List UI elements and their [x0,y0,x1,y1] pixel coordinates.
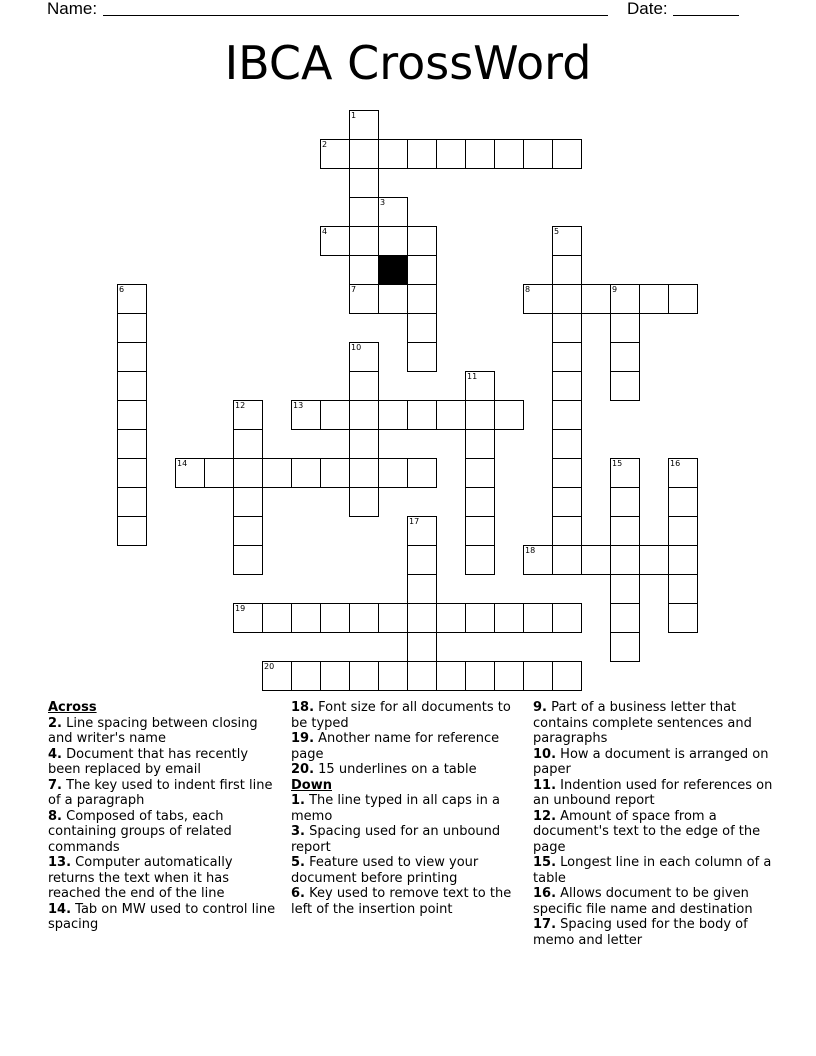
grid-cell[interactable] [552,371,582,401]
clue-text: Composed of tabs, each containing groups of related commands [48,808,232,855]
grid-cell[interactable] [465,429,495,459]
grid-cell[interactable] [117,342,147,372]
grid-cell[interactable] [436,400,466,430]
grid-cell[interactable] [349,110,379,140]
across-clue [48,716,278,747]
grid-cell[interactable] [552,429,582,459]
clue-number: 20 [264,662,275,671]
clue-number: 1 [351,111,357,120]
grid-cell[interactable] [320,603,350,633]
clue-column-2 [291,700,521,917]
clue-number: 6 [119,285,125,294]
grid-cell[interactable] [523,284,553,314]
clue-text: Longest line in each column of a table [533,855,772,886]
grid-cell[interactable] [320,226,350,256]
grid-cell[interactable] [378,458,408,488]
across-clue [48,778,278,809]
grid-cell[interactable] [349,429,379,459]
clue-text: Indention used for references on an unbound report [533,777,773,808]
grid-cell[interactable] [610,632,640,662]
across-clue [48,809,278,856]
grid-cell[interactable] [407,342,437,372]
grid-cell[interactable] [465,139,495,169]
grid-cell[interactable] [204,458,234,488]
grid-cell[interactable] [349,139,379,169]
grid-cell[interactable] [349,197,379,227]
grid-cell[interactable] [552,487,582,517]
grid-cell[interactable] [349,168,379,198]
grid-cell[interactable] [465,661,495,691]
clue-number: 13 [293,401,304,410]
black-cell [378,255,408,285]
down-clue [533,809,773,856]
clue-label: 8. [48,808,62,824]
grid-cell[interactable] [465,516,495,546]
clue-label: 4. [48,746,62,762]
name-label: Name: [47,0,98,18]
grid-cell[interactable] [552,342,582,372]
grid-cell[interactable] [552,545,582,575]
grid-cell[interactable] [117,487,147,517]
clue-column-1 [48,700,278,933]
down-clue [291,824,521,855]
grid-cell[interactable] [407,313,437,343]
grid-cell[interactable] [610,487,640,517]
grid-cell[interactable] [349,226,379,256]
grid-cell[interactable] [407,139,437,169]
grid-cell[interactable] [378,284,408,314]
clue-number: 9 [612,285,618,294]
clue-label: 1. [291,793,305,808]
grid-cell[interactable] [552,255,582,285]
grid-cell[interactable] [349,458,379,488]
clue-text: The key used to indent first line of a paragraph [48,777,273,808]
clue-text: 15 underlines on a table [314,762,477,777]
grid-cell[interactable] [378,139,408,169]
grid-cell[interactable] [349,400,379,430]
grid-cell[interactable] [407,632,437,662]
grid-cell[interactable] [117,371,147,401]
across-clue [291,762,521,778]
grid-cell[interactable] [465,371,495,401]
clue-label: 6. [291,886,305,901]
clue-number: 8 [525,285,531,294]
across-clue [291,700,521,731]
grid-cell[interactable] [523,661,553,691]
grid-cell[interactable] [378,603,408,633]
clue-number: 5 [554,227,560,236]
grid-cell[interactable] [320,458,350,488]
clue-text: Feature used to view your document before printing [291,855,479,886]
grid-cell[interactable] [378,400,408,430]
grid-cell[interactable] [407,545,437,575]
clue-number: 7 [351,285,357,294]
down-clues-a [291,793,521,917]
clue-label: 16. [533,886,557,901]
clue-text: Spacing used for the body of memo and letter [533,917,748,948]
grid-cell[interactable] [349,284,379,314]
clue-label: 11. [533,777,557,793]
clue-label: 2. [48,715,62,731]
grid-cell[interactable] [349,487,379,517]
grid-cell[interactable] [436,661,466,691]
clue-column-3 [533,700,773,948]
clue-text: Amount of space from a document's text to the edge of the page [533,808,761,855]
grid-cell[interactable] [378,661,408,691]
grid-cell[interactable] [552,313,582,343]
grid-cell[interactable] [494,139,524,169]
grid-cell[interactable] [407,458,437,488]
grid-cell[interactable] [407,226,437,256]
grid-cell[interactable] [552,284,582,314]
grid-cell[interactable] [262,661,292,691]
clue-label: 10. [533,746,557,762]
grid-cell[interactable] [610,284,640,314]
down-clue [533,855,773,886]
clue-number: 15 [612,459,623,468]
across-clues-b [291,700,521,778]
grid-cell[interactable] [639,284,669,314]
grid-cell[interactable] [407,574,437,604]
clue-number: 4 [322,227,328,236]
grid-cell[interactable] [668,487,698,517]
clue-label: 13. [48,855,72,870]
clue-text: Another name for reference page [291,731,500,762]
grid-cell[interactable] [233,400,263,430]
down-clues-b [533,700,773,948]
grid-cell[interactable] [175,458,205,488]
clue-text: Allows document to be given specific file name and destination [533,886,753,917]
grid-cell[interactable] [465,400,495,430]
down-clue [291,793,521,824]
grid-cell[interactable] [407,400,437,430]
clue-number: 16 [670,459,681,468]
grid-cell[interactable] [291,661,321,691]
clue-label: 14. [48,901,72,917]
across-heading: Across [48,700,97,715]
page-title: IBCA CrossWord [224,36,592,90]
grid-cell[interactable] [668,545,698,575]
clue-number: 11 [467,372,478,381]
grid-cell[interactable] [436,139,466,169]
grid-cell[interactable] [349,371,379,401]
grid-cell[interactable] [668,516,698,546]
grid-cell[interactable] [552,516,582,546]
clue-number: 3 [380,198,386,207]
grid-cell[interactable] [552,603,582,633]
down-clue [533,886,773,917]
grid-cell[interactable] [552,661,582,691]
clue-text: Part of a business letter that contains complete sentences and paragraphs [533,700,752,746]
grid-cell[interactable] [668,284,698,314]
down-clue [291,886,521,917]
clue-text: Line spacing between closing and writer's name [48,715,258,746]
grid-cell[interactable] [465,603,495,633]
grid-cell[interactable] [233,458,263,488]
clue-label: 20. [291,762,315,777]
clue-number: 18 [525,546,536,555]
grid-cell[interactable] [494,661,524,691]
clue-text: How a document is arranged on paper [533,746,769,777]
grid-cell[interactable] [552,400,582,430]
grid-cell[interactable] [436,603,466,633]
grid-cell[interactable] [117,400,147,430]
clue-text: Spacing used for an unbound report [291,824,501,855]
clue-number: 17 [409,517,420,526]
grid-cell[interactable] [262,603,292,633]
grid-cell[interactable] [523,603,553,633]
down-clue [533,747,773,778]
grid-cell[interactable] [291,458,321,488]
clue-label: 7. [48,777,62,793]
grid-cell[interactable] [494,400,524,430]
grid-cell[interactable] [233,429,263,459]
clue-label: 15. [533,855,557,870]
grid-cell[interactable] [320,400,350,430]
clue-label: 3. [291,824,305,839]
grid-cell[interactable] [407,284,437,314]
grid-cell[interactable] [378,226,408,256]
grid-cell[interactable] [610,574,640,604]
grid-cell[interactable] [117,458,147,488]
clue-label: 17. [533,917,557,932]
grid-cell[interactable] [320,139,350,169]
grid-cell[interactable] [465,458,495,488]
across-clue [291,731,521,762]
grid-cell[interactable] [639,545,669,575]
clue-label: 5. [291,855,305,870]
clue-text: Font size for all documents to be typed [291,700,511,731]
down-clue [533,700,773,747]
grid-cell[interactable] [465,545,495,575]
grid-cell[interactable] [523,545,553,575]
down-clue [533,778,773,809]
grid-cell[interactable] [581,545,611,575]
grid-cell[interactable] [465,487,495,517]
across-clue [48,855,278,902]
clue-number: 2 [322,140,328,149]
grid-cell[interactable] [117,429,147,459]
grid-cell[interactable] [117,313,147,343]
grid-cell[interactable] [291,400,321,430]
down-clue [533,917,773,948]
clue-text: Tab on MW used to control line spacing [48,901,276,932]
grid-cell[interactable] [668,574,698,604]
across-clue [48,902,278,933]
grid-cell[interactable] [349,255,379,285]
grid-cell[interactable] [523,139,553,169]
down-clue [291,855,521,886]
grid-cell[interactable] [407,255,437,285]
grid-cell[interactable] [349,342,379,372]
grid-cell[interactable] [552,226,582,256]
grid-cell[interactable] [610,371,640,401]
grid-cell[interactable] [581,284,611,314]
grid-cell[interactable] [407,603,437,633]
grid-cell[interactable] [552,458,582,488]
grid-cell[interactable] [233,603,263,633]
grid-cell[interactable] [320,661,350,691]
down-heading: Down [291,777,332,793]
grid-cell[interactable] [407,661,437,691]
grid-cell[interactable] [610,545,640,575]
grid-cell[interactable] [610,516,640,546]
grid-cell[interactable] [233,487,263,517]
grid-cell[interactable] [349,661,379,691]
grid-cell[interactable] [407,516,437,546]
across-clue [48,747,278,778]
grid-cell[interactable] [378,197,408,227]
grid-cell[interactable] [610,458,640,488]
clue-label: 12. [533,808,557,824]
grid-cell[interactable] [262,458,292,488]
clue-number: 14 [177,459,188,468]
clue-number: 10 [351,343,362,352]
clue-text: Computer automatically returns the text when it has reached the end of the line [48,855,233,901]
grid-cell[interactable] [117,516,147,546]
clue-label: 9. [533,700,547,715]
date-label: Date: [627,0,668,18]
grid-cell[interactable] [233,545,263,575]
grid-cell[interactable] [668,603,698,633]
clue-label: 19. [291,731,315,746]
clue-label: 18. [291,700,315,715]
grid-cell[interactable] [610,342,640,372]
clue-text: Key used to remove text to the left of the insertion point [291,886,512,917]
grid-cell[interactable] [494,603,524,633]
grid-cell[interactable] [349,603,379,633]
grid-cell[interactable] [291,603,321,633]
clue-text: Document that has recently been replaced by email [48,746,249,777]
clue-number: 12 [235,401,246,410]
clue-text: The line typed in all caps in a memo [291,793,500,824]
grid-cell[interactable] [233,516,263,546]
grid-cell[interactable] [610,313,640,343]
grid-cell[interactable] [552,139,582,169]
grid-cell[interactable] [610,603,640,633]
clue-number: 19 [235,604,246,613]
grid-cell[interactable] [668,458,698,488]
grid-cell[interactable] [117,284,147,314]
across-clues-a [48,716,278,933]
